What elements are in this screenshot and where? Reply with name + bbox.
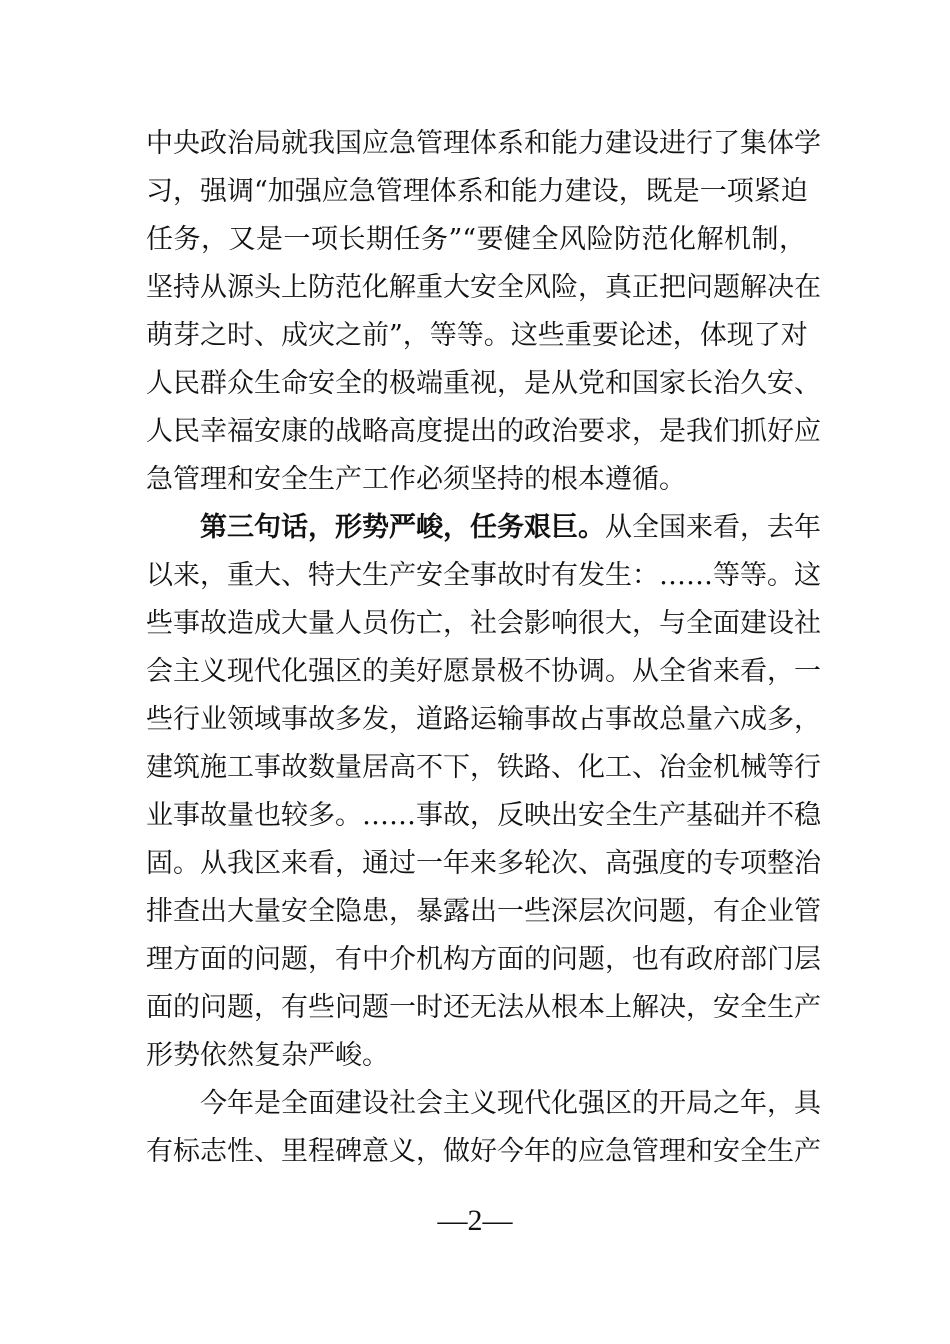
paragraph-1-line-6: 人民群众生命安全的极端重视，是从党和国家长治久安、: [146, 368, 821, 399]
paragraph-2-line-10: 理方面的问题，有中介机构方面的问题，也有政府部门层: [146, 944, 821, 975]
paragraph-2-line-2: 以来，重大、特大生产安全事故时有发生：……等等。这: [146, 560, 821, 591]
paragraph-2-line-8: 固。从我区来看，通过一年来多轮次、高强度的专项整治: [146, 848, 821, 879]
paragraph-2-line-7: 业事故量也较多。……事故，反映出安全生产基础并不稳: [146, 800, 821, 831]
paragraph-2-line-4: 会主义现代化强区的美好愿景极不协调。从全省来看，一: [146, 656, 821, 687]
page-number: —2—: [437, 1204, 513, 1237]
paragraph-2-bold-heading: 第三句话，形势严峻，任务艰巨。: [200, 512, 605, 543]
paragraph-3-line-1: 今年是全面建设社会主义现代化强区的开局之年，具: [200, 1088, 821, 1119]
body-text: [146, 120, 821, 1176]
paragraph-1-line-1: 中央政治局就我国应急管理体系和能力建设进行了集体学: [146, 128, 821, 159]
paragraph-1-line-8: 急管理和安全生产工作必须坚持的根本遵循。: [146, 464, 686, 495]
paragraph-1-line-2: 习，强调“加强应急管理体系和能力建设，既是一项紧迫: [146, 176, 808, 207]
paragraph-2-line-6: 建筑施工事故数量居高不下，铁路、化工、冶金机械等行: [146, 752, 821, 783]
paragraph-1-line-7: 人民幸福安康的战略高度提出的政治要求，是我们抓好应: [146, 416, 821, 447]
paragraph-1-line-5: 萌芽之时、成灾之前”，等等。这些重要论述，体现了对: [146, 320, 808, 351]
paragraph-2-line-1: [146, 504, 821, 552]
paragraph-2-line-3: 些事故造成大量人员伤亡，社会影响很大，与全面建设社: [146, 608, 821, 639]
paragraph-2-line-1-rest: 从全国来看，去年: [605, 512, 821, 543]
paragraph-3-line-2: 有标志性、里程碑意义，做好今年的应急管理和安全生产: [146, 1136, 821, 1167]
paragraph-1-line-4: 坚持从源头上防范化解重大安全风险，真正把问题解决在: [146, 272, 821, 303]
paragraph-2-line-5: 些行业领域事故多发，道路运输事故占事故总量六成多，: [146, 704, 821, 735]
paragraph-2-line-9: 排查出大量安全隐患，暴露出一些深层次问题，有企业管: [146, 896, 821, 927]
paragraph-2-line-12: 形势依然复杂严峻。: [146, 1040, 389, 1071]
paragraph-1-line-3: 任务，又是一项长期任务”“要健全风险防范化解机制，: [146, 224, 806, 255]
paragraph-2-line-11: 面的问题，有些问题一时还无法从根本上解决，安全生产: [146, 992, 821, 1023]
